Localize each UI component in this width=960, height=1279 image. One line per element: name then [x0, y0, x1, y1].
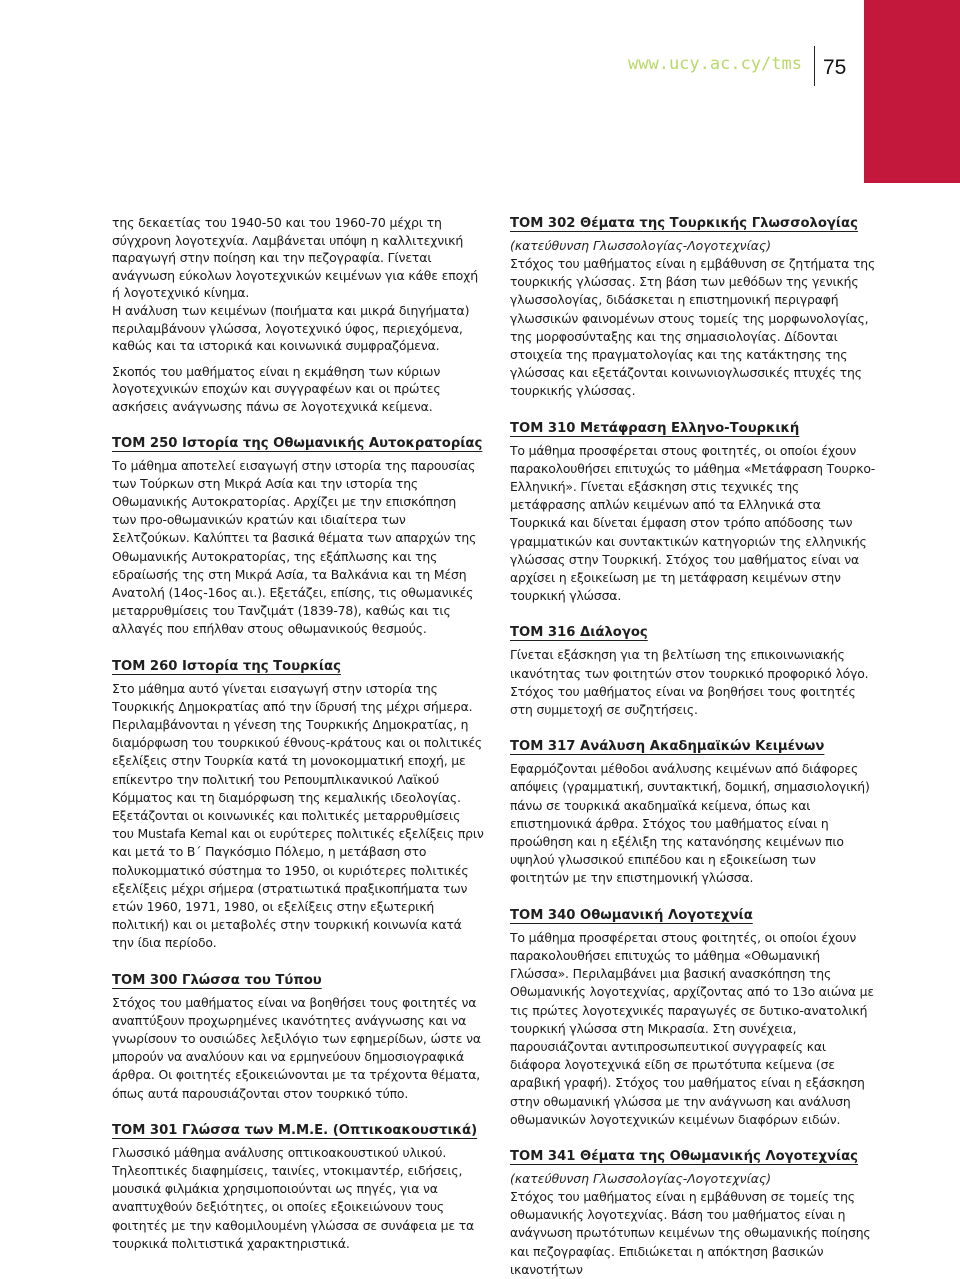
course-description: Το μάθημα αποτελεί εισαγωγή στην ιστορία της παρουσίας των Τούρκων στη Μικρά Ασία και την ιστορία της Οθωμανικής Αυτοκρατορίας. Αρχίζει με την επισκόπηση των προ-οθωμανικών κρατών και ιδιαίτερα των Σελτζούκων. Καλύπτει τα βασικά θέματα των απαρχών της Οθωμανικής Αυτοκρατορίας, της εξάπλωσης και της εδραίωσής της στη Μικρά Ασία, τα Βαλκάνια και τη Μέση Ανατολή (14ος-16ος αι.). Εξετάζει, επίσης, τις οθωμανικές μεταρρυθμίσεις του Τανζιμάτ (1839-78), καθώς και τις αλλαγές που επήλθαν στους οθωμανικούς θεσμούς. — [112, 457, 477, 637]
course-title: ΤΟΜ 341 Θέματα της Οθωμανικής Λογοτεχνίας — [510, 1148, 858, 1164]
course-tom310 — [510, 419, 878, 606]
course-description: Το μάθημα προσφέρεται στους φοιτητές, οι οποίοι έχουν παρακολουθήσει επιτυχώς το μάθημα «Οθωμανική Γλώσσα». Περιλαμβάνει μια βασική ανασκόπηση της Οθωμανικής λογοτεχνίας, αρχίζοντας από το 13ο αιώνα με τις πρώτες λογοτεχνικές παραγωγές σε δυτικο-ανατολική τουρκική γλώσσα στη Μικρασία. Στη συνέχεια, παρουσιάζονται αντιπροσωπευτικοί συγγραφείς και διάφορα λογοτεχνικά είδη σε πρωτότυπα κείμενα (σε αραβική γραφή). Στόχος του μαθήματος είναι η εξάσκηση στην οθωμανική γλώσσα με την ανάγνωση και ανάλυση οθωμανικών λογοτεχνικών κειμένων διαφόρων ειδών. — [510, 929, 874, 1127]
course-title: ΤΟΜ 302 Θέματα της Τουρκικής Γλωσσολογίας — [510, 216, 858, 231]
site-url[interactable]: www.ucy.ac.cy/tms — [628, 54, 802, 74]
course-tom340 — [510, 906, 878, 1129]
right-column — [510, 214, 878, 1279]
course-description: Στόχος του μαθήματος είναι η εμβάθυνση σε τομείς της οθωμανικής λογοτεχνίας. Βάση του μαθήματος είναι η ανάγνωση πρωτότυπων κειμένων της οθωμανικής ποίησης και πεζογραφίας. Επιδιώκεται η απόκτηση βασικών ικανοτήτων — [510, 1188, 871, 1277]
course-title: ΤΟΜ 316 Διάλογος — [510, 625, 648, 641]
accent-bar — [864, 0, 960, 183]
page-number: 75 — [823, 56, 847, 79]
course-tom300 — [112, 971, 484, 1103]
course-description: Στο μάθημα αυτό γίνεται εισαγωγή στην ιστορία της Τουρκικής Δημοκρατίας από την ίδρυσή της μέχρι σήμερα. Περιλαμβάνονται η γένεση της Τουρκικής Δημοκρατίας, η διαμόρφωση του τουρκικού έθνους-κράτους και οι πολιτικές εξελίξεις στην Τουρκία κατά τη μονοκομματική εποχή, με επίκεντρο την πολιτική του Ρεπουμπλικανικού Λαϊκού Κόμματος και τη διαμόρφωση της κεμαλικής ιδεολογίας. Εξετάζονται οι κοινωνικές και πολιτικές μεταρρυθμίσεις του Mustafa Kemal και οι ευρύτερες πολιτικές εξελίξεις πριν και μετά το Β΄ Παγκόσμιο Πόλεμο, η μετάβαση στο πολυκομματικό σύστημα το 1950, οι κυριότερες πολιτικές εξελίξεις μέχρι σήμερα (στρατιωτικά πραξικοπήματα των ετών 1960, 1971, 1980, οι εξελίξεις στην εξωτερική πολιτική) και οι μεταβολές στην τουρκική κοινωνία κατά την ίδια περίοδο. — [112, 680, 484, 951]
course-title: ΤΟΜ 317 Ανάλυση Ακαδημαϊκών Κειμένων — [510, 739, 825, 755]
page-header — [0, 46, 960, 86]
course-description: Το μάθημα προσφέρεται στους φοιτητές, οι οποίοι έχουν παρακολουθήσει επιτυχώς το μάθημα «Μετάφραση Τουρκο-Ελληνική». Γίνεται εξάσκηση στις τεχνικές της μετάφρασης απλών κειμένων από τα Ελληνικά στα Τουρκικά και δίνεται έμφαση στον τρόπο απόδοσης των γραμματικών και συντακτικών κατηγοριών της ελληνικής γλώσσας στην Τουρκική. Στόχος του μαθήματος είναι να αρχίσει η εξοικείωση με τη μετάφραση κειμένων στην τουρκική γλώσσα. — [510, 442, 876, 604]
course-tom341 — [510, 1147, 878, 1279]
intro-paragraph: της δεκαετίας του 1940-50 και του 1960-70 μέχρι τη σύγχρονη λογοτεχνία. Λαμβάνεται υπόψη η καλλιτεχνική παραγωγή στην ποίηση και την πεζογραφία. Γίνεται ανάγνωση εύκολων λογοτεχνικών κειμένων για κάθε εποχή ή λογοτεχνικό κίνημα. — [112, 215, 478, 301]
course-tom317 — [510, 737, 878, 887]
course-title: ΤΟΜ 260 Ιστορία της Τουρκίας — [112, 658, 341, 674]
course-description: Γλωσσικό μάθημα ανάλυσης οπτικοακουστικού υλικού. Τηλεοπτικές διαφημίσεις, ταινίες, ντοκιμαντέρ, ειδήσεις, μουσικά φιλμάκια χρησιμοποιούνται ως πηγές, για να αναπτυχθούν δεξιότητες, οι οποίες εξοικειώνουν τους φοιτητές με την καθομιλουμένη γλώσσα σε συνάφεια με τα τουρκικά πολιτιστικά χαρακτηριστικά. — [112, 1144, 475, 1251]
course-title: ΤΟΜ 300 Γλώσσα του Τύπου — [112, 972, 322, 988]
course-description: Εφαρμόζονται μέθοδοι ανάλυσης κειμένων από διάφορες απόψεις (γραμματική, συντακτική, δομική, σημασιολογική) πάνω σε τουρκικά ακαδημαϊκά κείμενα, όπως και επιστημονικά άρθρα. Στόχος του μαθήματος είναι η προώθηση και η εξέλιξη της κατανόησης κειμένων πιο υψηλού γλωσσικού επιπέδου και η εξοικείωση των φοιτητών με την επιστημονική γλώσσα. — [510, 761, 870, 886]
course-description: Γίνεται εξάσκηση για τη βελτίωση της επικοινωνιακής ικανότητας των φοιτητών στον τουρκικό προφορικό λόγο. Στόχος του μαθήματος είναι να βοηθήσει τους φοιτητές στη συμμετοχή σε συζητήσεις. — [510, 647, 869, 718]
course-title: ΤΟΜ 340 Οθωμανική Λογοτεχνία — [510, 907, 753, 923]
course-subtitle: (κατεύθυνση Γλωσσολογίας-Λογοτεχνίας) — [510, 238, 772, 253]
course-subtitle: (κατεύθυνση Γλωσσολογίας-Λογοτεχνίας) — [510, 1170, 772, 1186]
intro-paragraph: Η ανάλυση των κειμένων (ποιήματα και μικρά διηγήματα) περιλαμβάνουν γλώσσα, λογοτεχνικό ύφος, περιεχόμενα, καθώς και τα ιστορικά και κοινωνικά συμφραζόμενα. — [112, 302, 470, 354]
left-column — [112, 214, 484, 1253]
course-tom301 — [112, 1121, 484, 1253]
intro-paragraph: Σκοπός του μαθήματος είναι η εκμάθηση των κύριων λογοτεχνικών εποχών και συγγραφέων και οι πρώτες ασκήσεις ανάγνωσης πάνω σε λογοτεχνικά κείμενα. — [112, 363, 441, 414]
course-title: ΤΟΜ 250 Ιστορία της Οθωμανικής Αυτοκρατορίας — [112, 435, 483, 451]
course-title: ΤΟΜ 310 Μετάφραση Ελληνο-Τουρκική — [510, 420, 800, 436]
course-tom316 — [510, 623, 878, 719]
course-description: Στόχος του μαθήματος είναι να βοηθήσει τους φοιτητές να αναπτύξουν προχωρημένες ικανότητες ανάγνωσης και να γνωρίσουν το ουσιώδες λεξιλόγιο των εφημερίδων, ώστε να μπορούν να αναλύουν και να ερμηνεύουν δημοσιογραφικά άρθρα. Οι φοιτητές εξοικειώνονται με τα τρέχοντα θέματα, όπως αυτά παρουσιάζονται στον τουρκικό τύπο. — [112, 994, 481, 1101]
course-description: Στόχος του μαθήματος είναι η εμβάθυνση σε ζητήματα της τουρκικής γλώσσας. Στη βάση των μεθόδων της γενικής γλωσσολογίας, διδάσκεται η επιστημονική περιγραφή γλωσσικών φαινομένων στους τομείς της μορφωνολογίας, της μορφοσύνταξης και της σημασιολογίας. Δίδονται στοιχεία της πραγματολογίας και της κατάκτησης της γλώσσας και εξετάζονται κοινωνιογλωσσικές πτυχές της τουρκικής γλώσσας. — [510, 256, 876, 399]
header-divider — [814, 46, 815, 86]
course-tom260 — [112, 657, 484, 953]
course-title: ΤΟΜ 301 Γλώσσα των Μ.Μ.Ε. (Οπτικοακουστικά) — [112, 1122, 478, 1138]
course-tom250 — [112, 434, 484, 639]
course-tom302 — [510, 214, 878, 401]
